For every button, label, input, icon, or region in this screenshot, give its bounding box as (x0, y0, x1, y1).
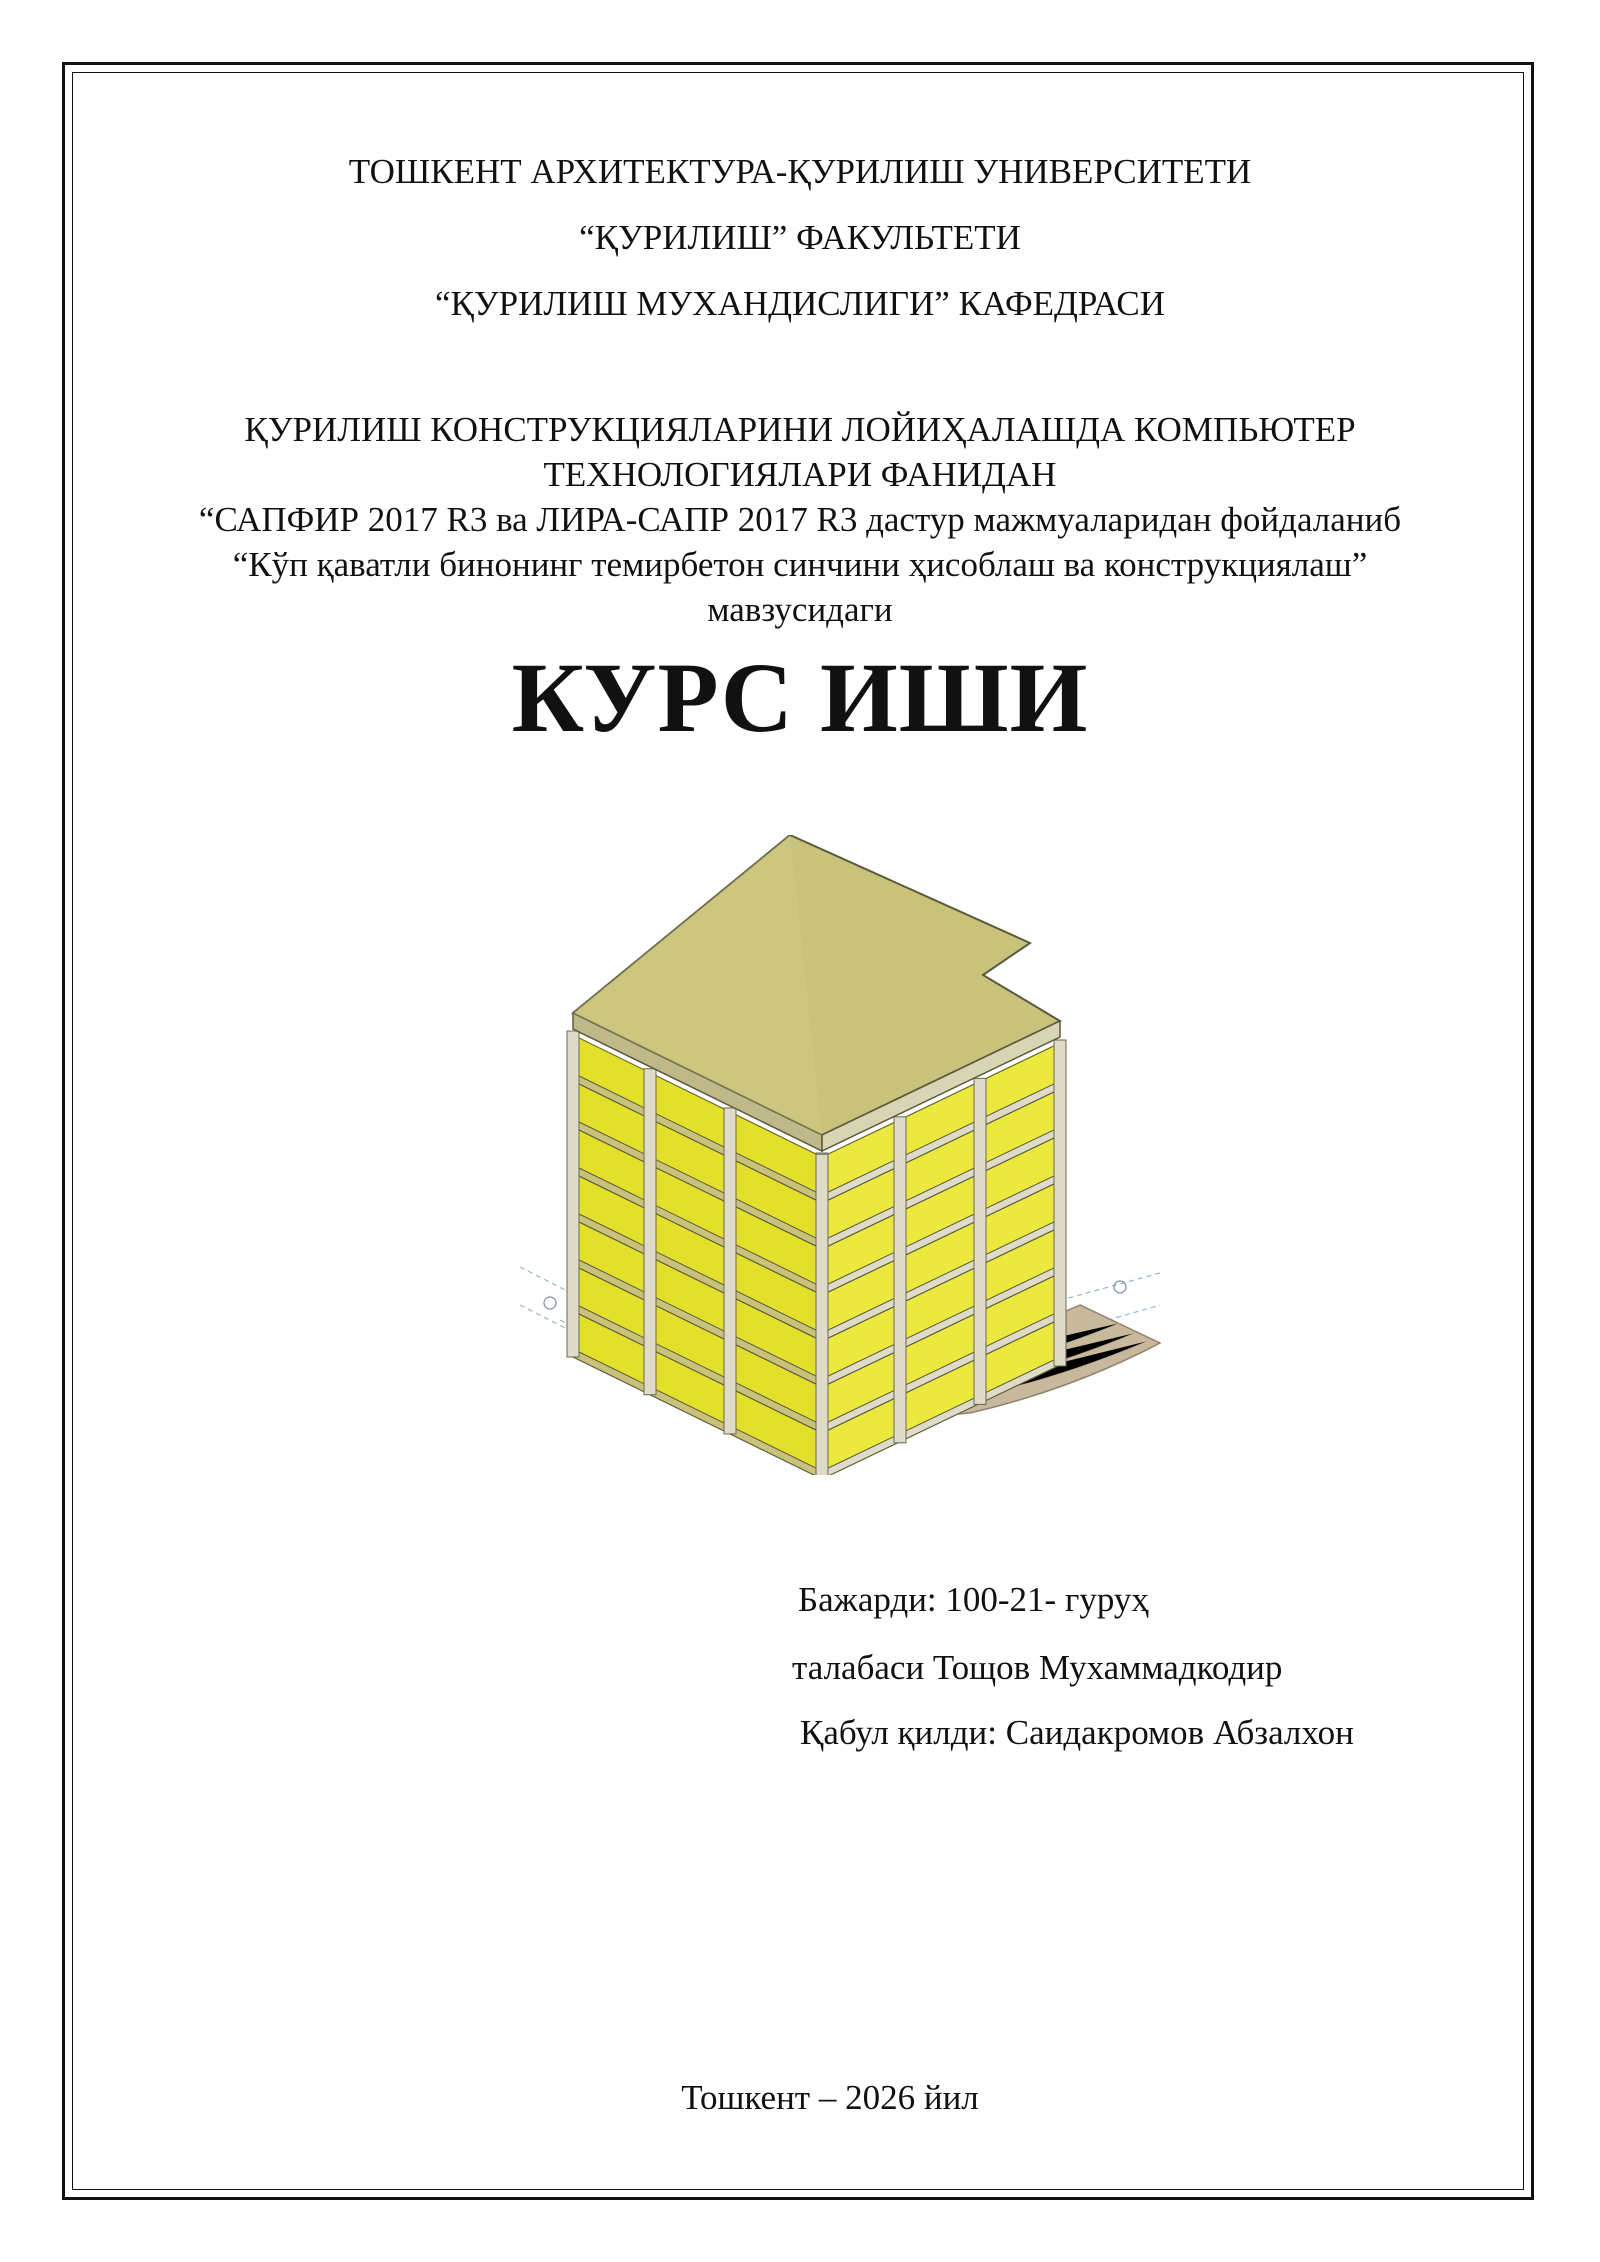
city-year: Тошкент – 2026 йил (681, 2078, 979, 2117)
building-column (724, 1108, 736, 1434)
building-column (1054, 1040, 1066, 1366)
building-3d-model-icon (520, 835, 1180, 1475)
subject-line-2: ТЕХНОЛОГИЯЛАРИ ФАНИДАН (543, 455, 1057, 494)
university-name: ТОШКЕНТ АРХИТЕКТУРА-ҚУРИЛИШ УНИВЕРСИТЕТИ (348, 152, 1252, 191)
document-title: КУРС ИШИ (511, 642, 1089, 753)
topic-title-line: “Кўп қаватли бинонинг темирбетон синчини ҳисоблаш ва конструкциялаш” (232, 545, 1368, 584)
accepted-by: Қабул қилди: Саидакромов Абзалхон (800, 1713, 1354, 1752)
department-name: “ҚУРИЛИШ МУХАНДИСЛИГИ” КАФЕДРАСИ (434, 284, 1166, 323)
faculty-name: “ҚУРИЛИШ” ФАКУЛЬТЕТИ (579, 218, 1021, 257)
software-line: “САПФИР 2017 R3 ва ЛИРА-САПР 2017 R3 дастур мажмуаларидан фойдаланиб (198, 500, 1402, 539)
performed-by-group: Бажарди: 100-21- гуруҳ (798, 1580, 1149, 1619)
building-column (644, 1069, 656, 1395)
building-column (894, 1117, 906, 1443)
building-column (567, 1031, 579, 1357)
subject-line-1: ҚУРИЛИШ КОНСТРУКЦИЯЛАРИНИ ЛОЙИҲАЛАШДА КОМПЬЮТЕР (244, 410, 1356, 449)
building-column (816, 1154, 828, 1475)
student-name: талабаси Тощов Мухаммадкодир (792, 1648, 1283, 1687)
topic-suffix-line: мавзусидаги (707, 590, 893, 629)
building-column (974, 1078, 986, 1404)
